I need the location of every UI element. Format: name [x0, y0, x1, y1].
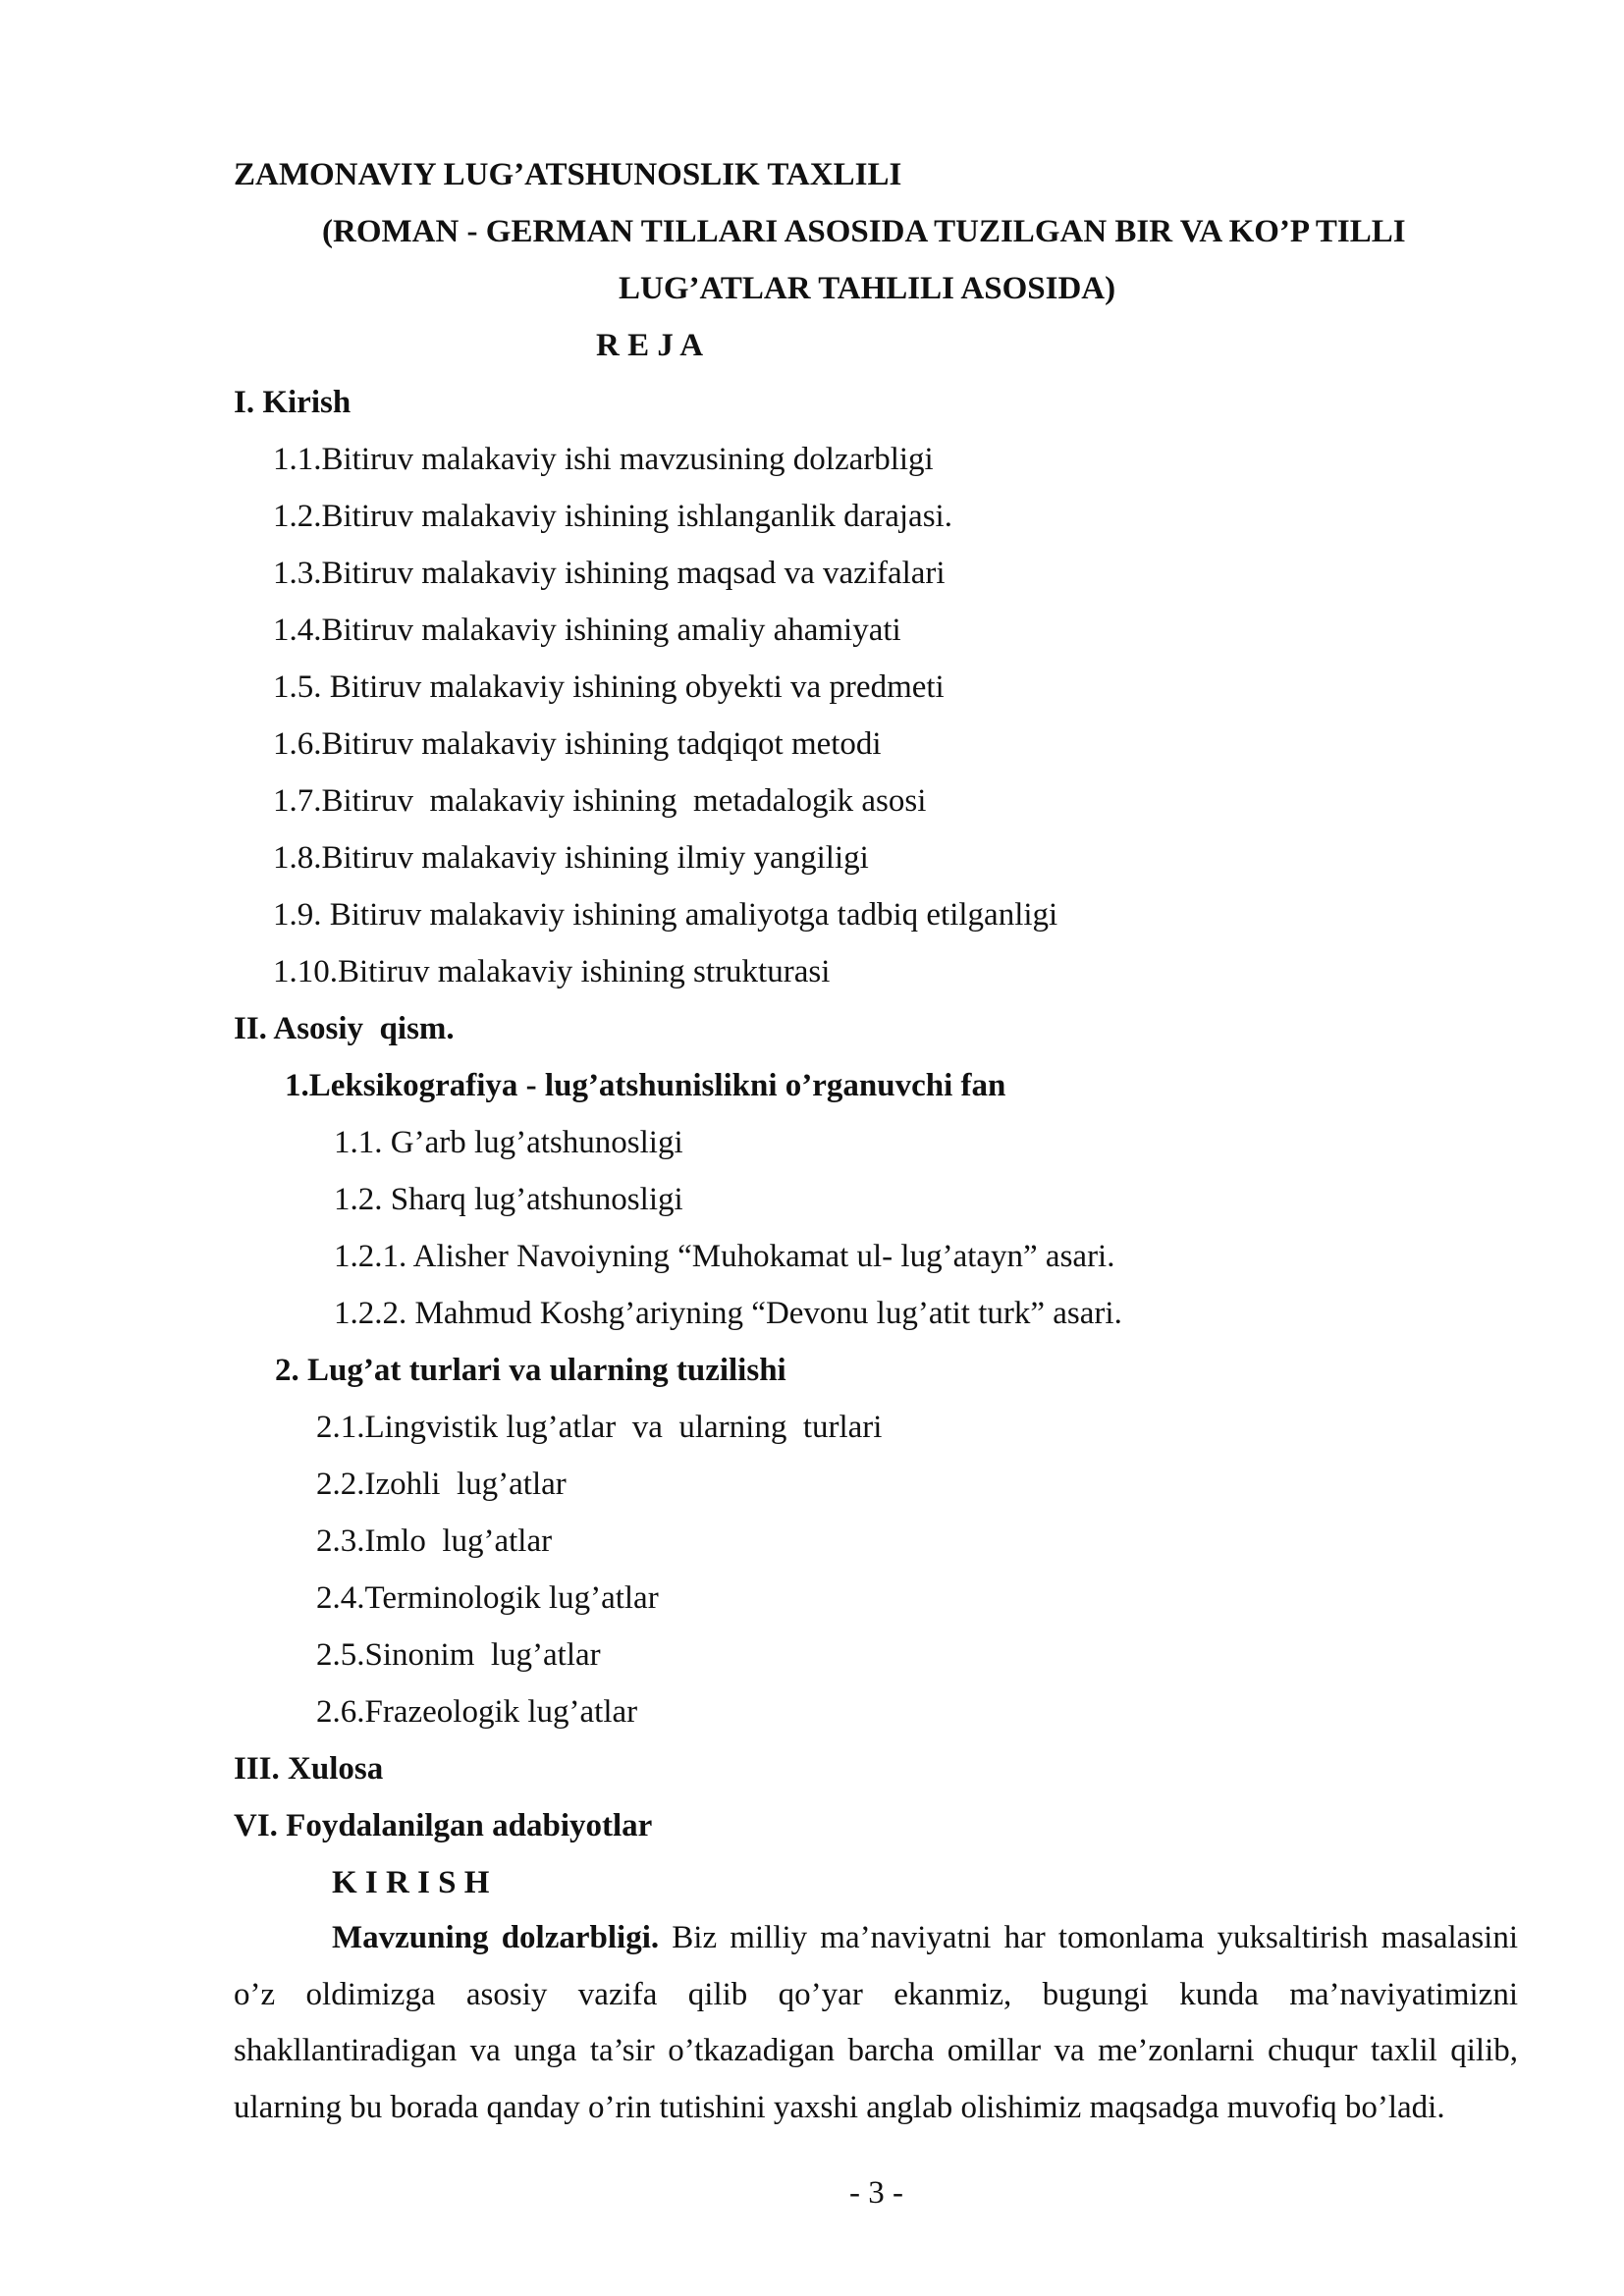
plan-item: 1.2.2. Mahmud Koshg’ariyning “Devonu lug’atit turk” asari. [334, 1296, 1122, 1331]
plan-item: 1.3.Bitiruv malakaviy ishining maqsad va vazifalari [273, 556, 946, 591]
plan-item: 1.5. Bitiruv malakaviy ishining obyekti va predmeti [273, 669, 945, 705]
document-title: ZAMONAVIY LUG’ATSHUNOSLIK TAXLILI [234, 157, 902, 192]
intro-heading: K I R I S H [332, 1865, 490, 1900]
plan-item: 1.9. Bitiruv malakaviy ishining amaliyotga tadbiq etilganligi [273, 897, 1058, 933]
intro-lead: Mavzuning dolzarbligi. [332, 1920, 660, 1955]
plan-item: 1.7.Bitiruv malakaviy ishining metadalogik asosi [273, 783, 927, 819]
section-heading-intro: I. Kirish [234, 385, 352, 420]
plan-item: 2.2.Izohli lug’atlar [316, 1467, 567, 1502]
plan-heading: R E J A [596, 328, 704, 363]
plan-item: 2.6.Frazeologik lug’atlar [316, 1694, 638, 1730]
plan-item: 1.2.Bitiruv malakaviy ishining ishlanganlik darajasi. [273, 499, 952, 534]
subsection-heading-dictionary-types: 2. Lug’at turlari va ularning tuzilishi [275, 1353, 786, 1388]
section-heading-references: VI. Foydalanilgan adabiyotlar [234, 1808, 653, 1843]
document-subtitle-line1: (ROMAN - GERMAN TILLARI ASOSIDA TUZILGAN BIR VA KO’P TILLI [322, 214, 1406, 249]
document-subtitle-line2: LUG’ATLAR TAHLILI ASOSIDA) [619, 271, 1116, 306]
plan-item: 2.4.Terminologik lug’atlar [316, 1580, 659, 1616]
plan-item: 2.3.Imlo lug’atlar [316, 1523, 553, 1559]
plan-item: 1.4.Bitiruv malakaviy ishining amaliy ahamiyati [273, 613, 901, 648]
plan-item: 1.8.Bitiruv malakaviy ishining ilmiy yangiligi [273, 840, 869, 876]
plan-item: 1.2. Sharq lug’atshunosligi [334, 1182, 683, 1217]
plan-item: 1.6.Bitiruv malakaviy ishining tadqiqot metodi [273, 726, 882, 762]
plan-item: 1.2.1. Alisher Navoiyning “Muhokamat ul- lug’atayn” asari. [334, 1239, 1115, 1274]
intro-paragraph [234, 1910, 1518, 2136]
plan-item: 1.1.Bitiruv malakaviy ishi mavzusining dolzarbligi [273, 442, 934, 477]
intro-body: Biz milliy ma’naviyatni har tomonlama yuksaltirish masalasini o’z oldimizga asosiy vazifa qilib qo’yar ekanmiz, bugungi kunda ma’naviyatimizni shakllantiradigan va unga ta’sir o’tkazadigan barcha omillar va me’zonlarni chuqur taxlil qilib, ularning bu borada qanday o’rin tutishini yaxshi anglab olishimiz maqsadga muvofiq bo’ladi. [234, 1920, 1518, 2125]
page-number: - 3 - [849, 2175, 903, 2211]
plan-item: 2.1.Lingvistik lug’atlar va ularning turlari [316, 1410, 883, 1445]
plan-item: 1.10.Bitiruv malakaviy ishining strukturasi [273, 954, 831, 989]
section-heading-conclusion: III. Xulosa [234, 1751, 384, 1787]
subsection-heading-lexicography: 1.Leksikografiya - lug’atshunislikni o’rganuvchi fan [285, 1068, 1006, 1103]
section-heading-main: II. Asosiy qism. [234, 1011, 455, 1046]
plan-item: 1.1. G’arb lug’atshunosligi [334, 1125, 683, 1160]
plan-item: 2.5.Sinonim lug’atlar [316, 1637, 601, 1673]
